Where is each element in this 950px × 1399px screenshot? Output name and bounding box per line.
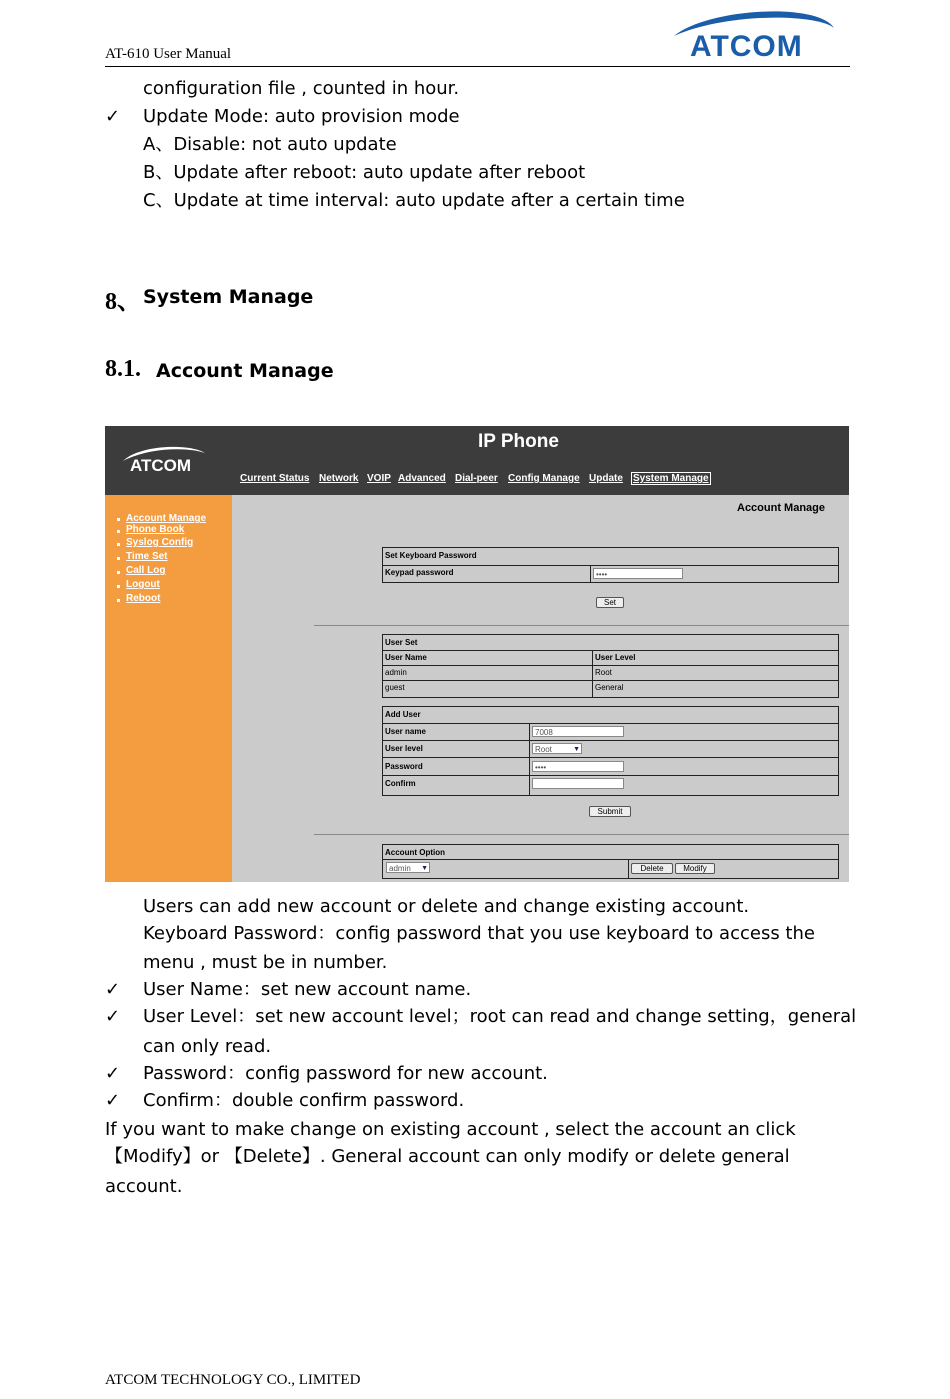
nav-dial-peer[interactable]: Dial-peer [455, 473, 498, 484]
user-set-table [382, 634, 839, 698]
modify-button[interactable]: Modify [675, 863, 715, 874]
desc-para2-line1: Keyboard Password：config password that you use keyboard to access the [143, 923, 815, 944]
manual-title: AT-610 User Manual [105, 46, 232, 62]
section-81-title: Account Manage [156, 360, 334, 382]
screenshot-sidebar [105, 495, 232, 882]
user-level-select[interactable] [532, 743, 582, 754]
bullet-icon [117, 543, 120, 546]
side-syslog-config[interactable]: Syslog Config [126, 537, 194, 548]
intro-line-1: Update Mode: auto provision mode [143, 106, 460, 127]
screenshot-header [105, 426, 849, 495]
nav-network[interactable]: Network [319, 473, 359, 484]
bullet-icon [117, 585, 120, 588]
account-select[interactable] [386, 862, 430, 873]
side-time-set[interactable]: Time Set [126, 551, 168, 562]
account-option-title: Account Option [385, 848, 445, 857]
password-label: Password [385, 762, 423, 771]
nav-voip[interactable]: VOIP [367, 473, 391, 484]
nav-system-manage[interactable]: System Manage [633, 473, 709, 484]
keyboard-password-table [382, 547, 839, 583]
desc-bullet-user-name: User Name：set new account name. [143, 979, 472, 1000]
bullet-icon [117, 571, 120, 574]
user-name-header: User Name [385, 653, 427, 662]
check-icon: ✓ [105, 1063, 121, 1084]
side-account-manage[interactable]: Account Manage [126, 513, 207, 524]
check-icon: ✓ [105, 1006, 121, 1027]
user-row-name[interactable]: guest [385, 683, 405, 692]
bullet-icon [117, 557, 120, 560]
screenshot-content [232, 495, 849, 882]
bullet-icon [117, 530, 120, 533]
intro-line-2: A、Disable: not auto update [143, 134, 397, 155]
section-8-number: 8、 [105, 289, 141, 315]
user-level-select-value: Root [535, 745, 552, 754]
add-user-table [382, 706, 839, 796]
intro-line-4: C、Update at time interval: auto update after a certain time [143, 190, 685, 211]
intro-line-3: B、Update after reboot: auto update after reboot [143, 162, 586, 183]
user-set-title: User Set [385, 638, 418, 647]
submit-button[interactable]: Submit [589, 806, 631, 817]
keypad-password-label: Keypad password [385, 568, 454, 577]
desc-para2-line2: menu , must be in number. [143, 952, 388, 973]
nav-current-status[interactable]: Current Status [240, 473, 310, 484]
chevron-down-icon: ▼ [573, 746, 580, 753]
user-row-level: Root [595, 668, 612, 677]
check-icon: ✓ [105, 1090, 121, 1111]
delete-button[interactable]: Delete [631, 863, 673, 874]
section-81-number: 8.1. [105, 356, 141, 382]
chevron-down-icon: ▼ [421, 865, 428, 872]
desc-bullet-confirm: Confirm：double confirm password. [143, 1090, 465, 1111]
keypad-password-input[interactable]: •••• [593, 568, 683, 579]
section-divider [314, 834, 849, 835]
user-name-label: User name [385, 727, 426, 736]
screenshot-page-title: Account Manage [737, 502, 826, 514]
intro-line-0: configuration file , counted in hour. [143, 78, 460, 99]
check-icon: ✓ [105, 979, 121, 1000]
nav-config-manage[interactable]: Config Manage [508, 473, 580, 484]
footer-company: ATCOM TECHNOLOGY CO., LIMITED [105, 1372, 361, 1388]
side-call-log[interactable]: Call Log [126, 565, 166, 576]
account-manage-screenshot [105, 426, 849, 882]
side-phone-book[interactable]: Phone Book [126, 524, 185, 535]
desc-bullet-user-level: User Level：set new account level；root can read and change setting，general [143, 1006, 857, 1027]
section-divider [314, 625, 849, 626]
confirm-input[interactable] [532, 778, 624, 789]
logo-text: ATCOM [690, 30, 803, 63]
desc-para3-line1: If you want to make change on existing account , select the account an click [105, 1119, 796, 1140]
desc-bullet-user-level-cont: can only read. [143, 1036, 272, 1057]
desc-para3-line2: 【Modify】or 【Delete】. General account can only modify or delete general [105, 1146, 790, 1167]
keyboard-table-title: Set Keyboard Password [385, 551, 477, 560]
user-row-level: General [595, 683, 624, 692]
screenshot-app-title: IP Phone [478, 431, 559, 452]
account-select-value: admin [389, 864, 411, 873]
account-option-table [382, 844, 839, 879]
atcom-logo [668, 6, 838, 66]
side-logout[interactable]: Logout [126, 579, 160, 590]
confirm-label: Confirm [385, 779, 416, 788]
user-name-input[interactable]: 7008 [532, 726, 624, 737]
check-icon: ✓ [105, 106, 121, 127]
password-input[interactable]: •••• [532, 761, 624, 772]
section-8-title: System Manage [143, 286, 314, 308]
user-level-label: User level [385, 744, 423, 753]
side-reboot[interactable]: Reboot [126, 593, 161, 604]
header-rule [105, 66, 850, 67]
desc-bullet-password: Password：config password for new account. [143, 1063, 548, 1084]
desc-para3-line3: account. [105, 1176, 183, 1197]
bullet-icon [117, 518, 120, 521]
set-button[interactable]: Set [596, 597, 624, 608]
bullet-icon [117, 599, 120, 602]
add-user-title: Add User [385, 710, 421, 719]
nav-advanced[interactable]: Advanced [398, 473, 446, 484]
nav-update[interactable]: Update [589, 473, 623, 484]
user-level-header: User Level [595, 653, 636, 662]
screenshot-logo: ATCOM [130, 456, 192, 475]
desc-para1: Users can add new account or delete and change existing account. [143, 896, 750, 917]
user-row-name[interactable]: admin [385, 668, 407, 677]
